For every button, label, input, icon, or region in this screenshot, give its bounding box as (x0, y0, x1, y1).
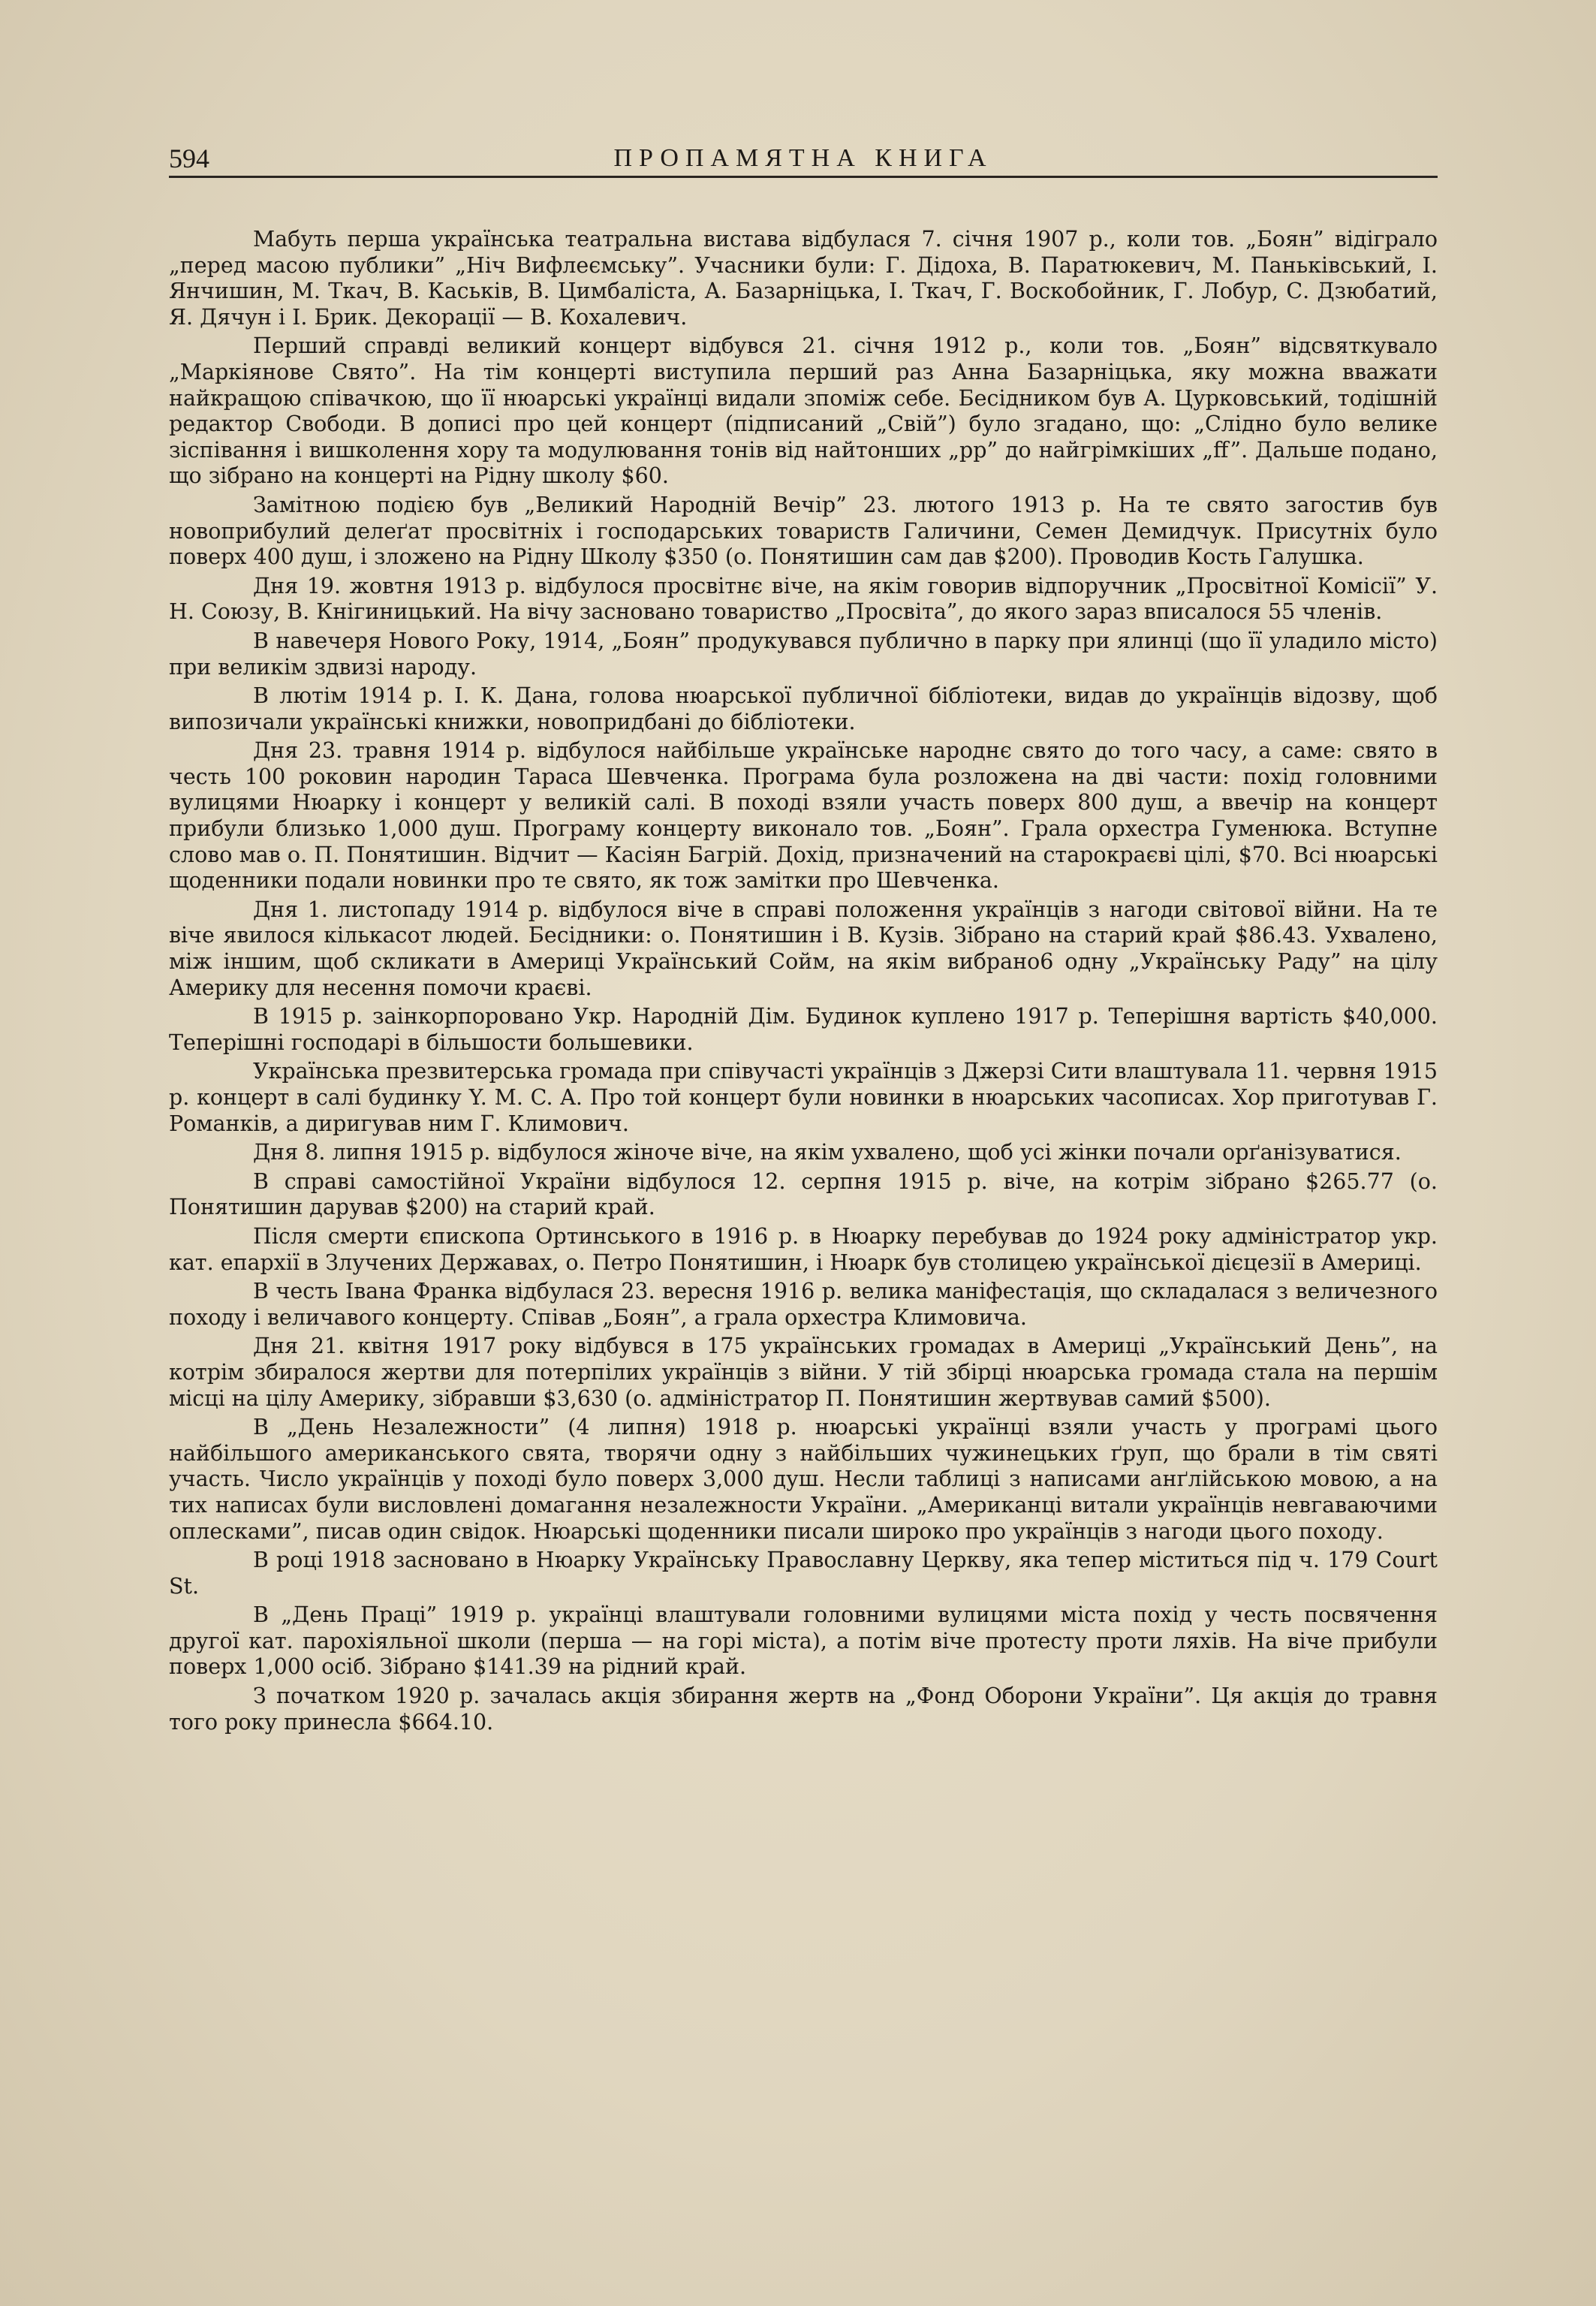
paragraph: Дня 8. липня 1915 р. відбулося жіноче віче, на якім ухвалено, щоб усі жінки почали орґанізуватися. (253, 1140, 1402, 1165)
paragraph: Після смерти єпископа Ортинського в 1916 р. в Нюарку перебував до 1924 року адміністратор укр. кат. епархії в Злучених Державах, о. Петро Понятишин, і Нюарк був столицею української дієцезії в Америці. (169, 1223, 1438, 1275)
paragraph: В честь Івана Франка відбулася 23. вересня 1916 р. велика маніфестація, що складалася з величезного походу і величавого концерту. Співав „Боян”, а грала орхестра Климовича. (169, 1279, 1438, 1330)
page-number: 594 (169, 143, 209, 173)
paragraph: Замітною подією був „Великий Народній Вечір” 23. лютого 1913 р. На те свято загостив був новоприбулий делеґат просвітніх і господарських товариств Галичини, Семен Демидчук. Присутніх було поверх 400 душ, і зложено на Рідну Школу $350 (о. Понятишин сам дав $200). Проводив Кость Галушка. (169, 492, 1438, 570)
paragraph: В „День Незалежности” (4 липня) 1918 р. нюарські українці взяли участь у програмі цього найбільшого американського свята, творячи одну з найбільших чужинецьких ґруп, що брали в тім святі участь. Число українців у поході було поверх 3,000 душ. Несли таблиці з написами анґлійською мовою, а на тих написах були висловлені домагання незалежности України. „Американці витали українців невгаваючими оплесками”, писав один свідок. Нюарські щоденники писали широко про українців з нагоди цього походу. (169, 1415, 1438, 1544)
book-title: ПРОПАМЯТНА КНИГА (613, 144, 993, 172)
paragraph: Дня 23. травня 1914 р. відбулося найбільше українське народнє свято до того часу, а саме: свято в честь 100 роковин народин Тараса Шевченка. Програма була розложена на дві части: похід головними вулицями Нюарку і концерт у великій салі. В поході взяли участь поверх 800 душ, а ввечір на концерт прибули близько 1,000 душ. Програму концерту виконало тов. „Боян”. Грала орхестра Гуменюка. Вступне слово мав о. П. Понятишин. Відчит — Касіян Багрій. Дохід, призначений на старокраєві цілі, $70. Всі нюарські щоденники подали новинки про те свято, як тож замітки про Шевченка. (169, 738, 1438, 894)
paragraph: З початком 1920 р. зачалась акція збирання жертв на „Фонд Оборони України”. Ця акція до травня того року принесла $664.10. (169, 1684, 1438, 1735)
paragraph: Українська презвитерська громада при співучасті українців з Джерзі Сити влаштувала 11. червня 1915 р. концерт в салі будинку Y. M. C. A. Про той концерт були новинки в нюарських часописах. Хор приготував Г. Романків, а диригував ним Г. Климович. (169, 1059, 1438, 1136)
paragraph: В навечеря Нового Року, 1914, „Боян” продукувався публично в парку при ялинці (що її уладило місто) при великім здвизі народу. (169, 628, 1438, 680)
running-header (169, 141, 1438, 178)
paragraph: Дня 1. листопаду 1914 р. відбулося віче в справі положення українців з нагоди світової війни. На те віче явилося кількасот людей. Бесідники: о. Понятишин і В. Кузів. Зібрано на старий край $86.43. Ухвалено, між іншим, щоб скликати в Америці Український Сойм, на якім вибрано6 одну „Українську Раду” на цілу Америку для несення помочи краєві. (169, 897, 1438, 1000)
body-text (169, 227, 1438, 1738)
paragraph: В „День Праці” 1919 р. українці влаштували головними вулицями міста похід у честь посвячення другої кат. парохіяльної школи (перша — на горі міста), а потім віче протесту проти ляхів. На віче прибули поверх 1,000 осіб. Зібрано $141.39 на рідний край. (169, 1602, 1438, 1680)
paragraph: Дня 21. квітня 1917 року відбувся в 175 українських громадах в Америці „Український День”, на котрім збиралося жертви для потерпілих українців з війни. У тій збірці нюарська громада стала на першім місці на цілу Америку, зібравши $3,630 (о. адміністратор П. Понятишин жертвував самий $500). (169, 1334, 1438, 1411)
paragraph: В справі самостійної України відбулося 12. серпня 1915 р. віче, на котрім зібрано $265.77 (о. Понятишин дарував $200) на старий край. (169, 1168, 1438, 1220)
paragraph: В лютім 1914 р. І. К. Дана, голова нюарської публичної бібліотеки, видав до українців відозву, щоб випозичали українські книжки, новопридбані до бібліотеки. (169, 683, 1438, 734)
paragraph: Мабуть перша українська театральна вистава відбулася 7. січня 1907 р., коли тов. „Боян” відіграло „перед масою публики” „Ніч Вифлеємську”. Учасники були: Г. Дідоха, В. Паратюкевич, М. Паньківський, І. Янчишин, М. Ткач, В. Каськів, В. Цимбаліста, А. Базарніцька, І. Ткач, Г. Воскобойник, Г. Лобур, С. Дзюбатий, Я. Дячун і І. Брик. Декорації — В. Кохалевич. (169, 227, 1438, 330)
paragraph: Дня 19. жовтня 1913 р. відбулося просвітнє віче, на якім говорив відпоручник „Просвітної Комісії” У. Н. Союзу, В. Кнігиницький. На вічу засновано товариство „Просвіта”, до якого зараз вписалося 55 членів. (169, 573, 1438, 625)
paragraph: В 1915 р. заінкорпоровано Укр. Народній Дім. Будинок куплено 1917 р. Теперішня вартість $40,000. Теперішні господарі в більшости большевики. (169, 1004, 1438, 1055)
paragraph: В році 1918 засновано в Нюарку Українську Православну Церкву, яка тепер міститься під ч. 179 Court St. (169, 1548, 1438, 1599)
paragraph: Перший справді великий концерт відбувся 21. січня 1912 р., коли тов. „Боян” відсвяткувало „Маркіянове Свято”. На тім концерті виступила перший раз Анна Базарніцька, яку можна вважати найкращою співачкою, що її нюарські українці видали зпоміж себе. Бесідником був А. Цурковський, тодішній редактор Свободи. В дописі про цей концерт (підписаний „Свій”) було згадано, що: „Слідно було велике зіспівання і вишколення хору та модулювання тонів від найтонших „pp” до найгрімкіших „ff”. Дальше подано, що зібрано на концерті на Рідну школу $60. (169, 333, 1438, 489)
